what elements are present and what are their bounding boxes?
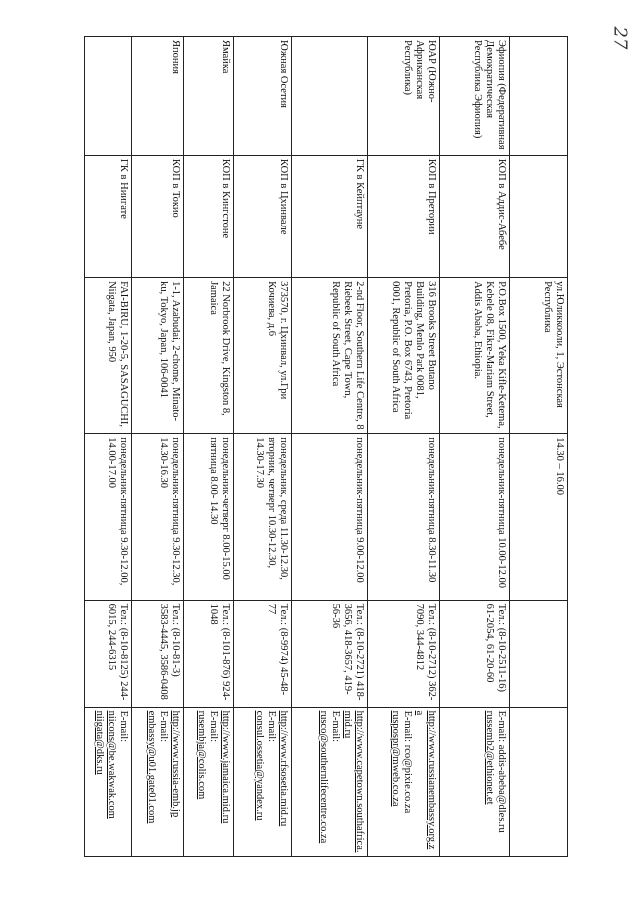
country-cell	[292, 37, 368, 156]
website-link[interactable]: http://www.jamaica.mid.ru	[220, 710, 231, 824]
contact-cell	[368, 707, 440, 856]
email-link[interactable]: niigata@dks.ru	[94, 710, 105, 775]
consulate-table	[84, 36, 568, 857]
contact-line: E-mail:	[118, 710, 129, 743]
contact-cell	[85, 707, 132, 856]
consulate-table-wrapper	[85, 36, 568, 857]
country-cell	[85, 37, 132, 156]
contact-cell	[440, 707, 510, 856]
country-cell	[510, 37, 568, 156]
contact-cell	[184, 707, 234, 856]
hours-cell: понедельник-пятница 9.30-12.00, 14.00-17.00	[85, 434, 132, 600]
contact-cell	[510, 707, 568, 856]
country-cell: ЮАР (Южно-Африканская Республика)	[368, 37, 440, 156]
contact-line: E-mail:	[330, 710, 341, 743]
phone-cell: Тел.: (8-10-81-3) 3583-4445, 3586-0408	[132, 600, 184, 707]
page-number-text: 27	[609, 26, 631, 50]
email-link[interactable]: ruspospr@mweb.co.za	[390, 710, 401, 807]
phone-cell: Тел.: (8-9974) 45-48-77	[234, 600, 292, 707]
address-cell: 373570, г. Цхинвал, ул.Гри Кочиева, д.6	[234, 278, 292, 434]
email-link[interactable]: embassy@u01.gate01.com	[146, 710, 157, 824]
contact-cell	[132, 707, 184, 856]
table-row	[184, 37, 234, 857]
address-cell: 22 Norbrook Drive, Kingston 8, Jamaica	[184, 278, 234, 434]
table-row	[292, 37, 368, 857]
hours-cell: понедельник-пятница 9.30-12.30, 14.30-16.30	[132, 434, 184, 600]
address-cell: P.O.Box 1500, Yeka Kifle-Ketema, Kebele 08, Fikre-Mariam Street, Addis Ababa, Ethiopia.	[440, 278, 510, 434]
contact-line: E-mail: rco@pixie.co.za	[402, 710, 413, 814]
page-number	[606, 18, 634, 58]
email-link[interactable]: consul.ossetia@yandex.ru	[254, 710, 265, 821]
email-link[interactable]: niicons@be.wakwak.com	[106, 710, 117, 819]
email-link[interactable]: rusco@southernlifecentre.co.za	[318, 710, 329, 844]
phone-cell: Тел.: (8-10-8125) 244-6015, 244-6315	[85, 600, 132, 707]
address-cell: ул.Юликкооли, 1, Эстонская Республика	[510, 278, 568, 434]
country-cell: Ямайка	[184, 37, 234, 156]
office-cell: ГК в Ниигате	[85, 155, 132, 277]
contact-cell	[292, 707, 368, 856]
phone-cell: Тел.: (8-101-876) 924-1048	[184, 600, 234, 707]
office-cell: ГК в Кейптауне	[292, 155, 368, 277]
country-cell: Эфиопия (Федеративная Демократическая Республика Эфиопия)	[440, 37, 510, 156]
phone-cell: Тел.: (8-10-2712) 362-7090, 344-4812	[368, 600, 440, 707]
contact-cell	[234, 707, 292, 856]
contact-line: E-mail: addis-abeba@dles.ru	[496, 710, 507, 833]
email-link[interactable]: russemb2@ethionet.et	[484, 710, 495, 805]
address-cell: 316 Brooks Street Butano Building, Menlo Park 0081, Pretoria, P.O. Box 6743, Pretoria 0001, Republic of South Africa	[368, 278, 440, 434]
country-cell: Южная Осетия	[234, 37, 292, 156]
hours-cell: понедельник-пятница 9.00-12.00	[292, 434, 368, 600]
phone-cell: Тел.: (8-10-2511-16) 61-2054, 61-20-60	[440, 600, 510, 707]
hours-cell: понедельник, среда 11.30-12.30, вторник, четверг 10.30-12.30, 14.30-17.30	[234, 434, 292, 600]
office-cell	[510, 155, 568, 277]
email-link[interactable]: rusembja@colis.com	[196, 710, 207, 800]
office-cell: КОП в Токио	[132, 155, 184, 277]
office-cell: КОП в Аддис-Абебе	[440, 155, 510, 277]
office-cell: КОП в Цхинвале	[234, 155, 292, 277]
table-row	[510, 37, 568, 857]
hours-cell: 14.30 – 16.00	[510, 434, 568, 600]
contact-line: E-mail:	[158, 710, 169, 743]
table-row	[234, 37, 292, 857]
table-row	[132, 37, 184, 857]
address-cell: 2-nd Floor, Southern Life Centre, 8 Riebeek Street, Cape Town, Republic of South Africa	[292, 278, 368, 434]
website-link[interactable]: http://www.russia-emb.jp	[170, 710, 181, 818]
table-row	[368, 37, 440, 857]
hours-cell: понедельник-пятница 10.00-12.00	[440, 434, 510, 600]
country-cell: Япония	[132, 37, 184, 156]
address-cell: 1-1, Azabudai, 2-chome, Minato-ku, Tokyo, Japan, 106-0041	[132, 278, 184, 434]
table-row	[440, 37, 510, 857]
website-link[interactable]: http://www.russianembassy.org.za	[414, 710, 437, 850]
hours-cell: понедельник-пятница 8.30-11.30	[368, 434, 440, 600]
website-link[interactable]: http://www.rfsosetia.mid.ru	[278, 710, 289, 827]
phone-cell	[510, 600, 568, 707]
phone-cell: Тел.: (8-10-2721) 418-3656, 418-3657, 419-56-36	[292, 600, 368, 707]
office-cell: КОП в Кингстоне	[184, 155, 234, 277]
office-cell: КОП в Претории	[368, 155, 440, 277]
address-cell: FAI-BIRU, 1-20-5, SASAGUCHI, Niigata, Japan, 950	[85, 278, 132, 434]
hours-cell: понедельник-четверг 8.00-15.00 пятница 8.00- 14.30	[184, 434, 234, 600]
website-link[interactable]: http://www.capetown.southafrica.mid.ru	[342, 710, 365, 853]
contact-line: E-mail:	[266, 710, 277, 743]
contact-line: E-mail:	[208, 710, 219, 743]
table-row	[85, 37, 132, 857]
